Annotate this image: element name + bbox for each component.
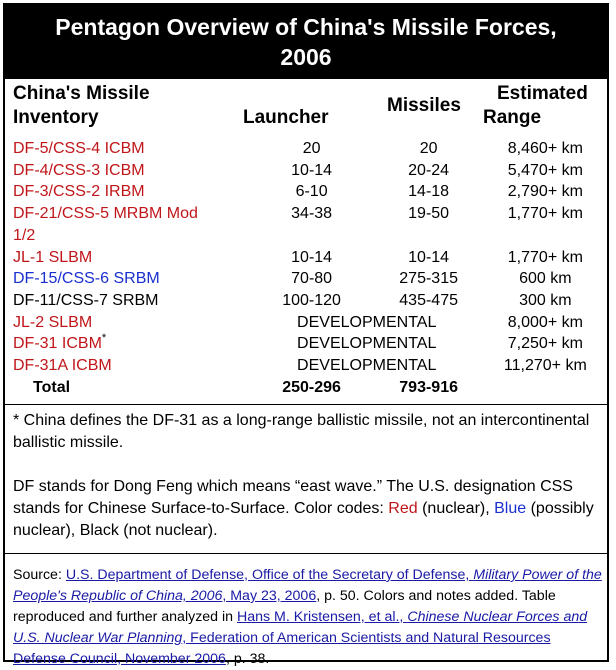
total-label: Total (33, 378, 71, 396)
row-missiles: 14-18 (408, 183, 450, 201)
row-missile-name: JL-2 SLBM (13, 313, 93, 331)
row-missiles: 10-14 (408, 248, 450, 266)
row-status: DEVELOPMENTAL (297, 357, 437, 375)
total-missiles: 793-916 (399, 378, 458, 396)
row-status: DEVELOPMENTAL (297, 335, 437, 353)
row-missiles: 20 (419, 140, 438, 157)
table-row (13, 333, 607, 355)
header-range (483, 82, 588, 130)
footnote-text: * China defines the DF-31 as a long-range ballistic missile, not an intercontinental ballistic missile. (13, 412, 590, 451)
divider (5, 404, 607, 405)
header-missiles: Missiles (387, 95, 461, 116)
row-range: 2,790+ km (507, 183, 583, 201)
row-missile-name: DF-15/CSS-6 SRBM (13, 270, 160, 288)
header-inventory (13, 82, 150, 130)
source-prefix: Source: (13, 567, 66, 583)
table-row (13, 355, 607, 377)
row-launcher: 100-120 (282, 291, 341, 309)
row-launcher: 34-38 (291, 205, 333, 223)
row-missile-name (13, 333, 250, 355)
row-launcher: 70-80 (291, 270, 333, 288)
divider (5, 553, 607, 554)
row-launcher: 6-10 (295, 183, 328, 201)
title-bar (5, 5, 607, 79)
row-range: 1,770+ km (507, 205, 583, 223)
row-missile-name-line2: 1/2 (13, 226, 36, 244)
legend-red: Red (388, 500, 418, 517)
overview-panel (3, 3, 609, 667)
row-status: DEVELOPMENTAL (297, 313, 437, 331)
source-citation (13, 565, 607, 670)
footnote-marker: * (101, 332, 107, 345)
table-row (13, 247, 607, 269)
source-link-fas[interactable]: Hans M. Kristensen, et al., Chinese Nuclear Forces and U.S. Nuclear War Planning, Federation of American Scientists and Natural Resources Defense Council, November 2006 (13, 609, 588, 667)
row-launcher: 10-14 (291, 161, 333, 179)
row-missile-name: DF-31A ICBM (13, 357, 112, 375)
row-missiles: 275-315 (399, 270, 458, 288)
row-missile-name: DF-11/CSS-7 SRBM (13, 291, 159, 309)
row-missile-name: DF-4/CSS-3 ICBM (13, 161, 145, 179)
explanation-body: DF stands for Dong Feng which means “east wave.” The U.S. designation CSS stands for Chinese Surface-to-Surface. Color codes: (13, 478, 573, 517)
row-missile-name (13, 203, 250, 246)
source-link-dod[interactable]: U.S. Department of Defense, Office of the Secretary of Defense, Military Power of the People's Republic of China, 2006, May 23, 2006 (13, 567, 602, 604)
row-missiles: 20-24 (408, 161, 450, 179)
header-inventory-line1: China's Missile (13, 83, 150, 104)
table-row (13, 203, 607, 246)
title-line-1: Pentagon Overview of China's Missile Forces, (55, 14, 557, 40)
legend-red-desc: (nuclear), (417, 500, 495, 517)
row-missile-name-line1: DF-21/CSS-5 MRBM Mod (13, 205, 198, 223)
row-range: 8,000+ km (507, 313, 583, 331)
row-missile-name: DF-5/CSS-4 ICBM (13, 140, 145, 157)
header-inventory-line2: Inventory (13, 107, 99, 128)
row-range: 300 km (519, 291, 572, 309)
legend-blue: Blue (494, 500, 527, 517)
table-row (13, 160, 607, 182)
total-launcher: 250-296 (282, 378, 341, 396)
row-range: 5,470+ km (507, 161, 583, 179)
table-row (13, 138, 607, 160)
row-range: 7,250+ km (507, 335, 583, 353)
header-range-line2: Range (483, 107, 542, 128)
row-missile-name-text: DF-31 ICBM (13, 335, 102, 353)
title-line-2: 2006 (280, 44, 332, 70)
table-row (13, 181, 607, 203)
table-row (13, 312, 607, 334)
header-launcher: Launcher (243, 107, 329, 128)
row-range: 8,460+ km (507, 140, 583, 157)
row-missile-name: JL-1 SLBM (13, 248, 93, 266)
row-range: 600 km (519, 270, 572, 288)
source-end-text: , p. 38. (225, 651, 270, 667)
row-launcher: 20 (302, 140, 321, 157)
row-missiles: 19-50 (408, 205, 450, 223)
total-row (13, 377, 607, 399)
table-row (13, 268, 607, 290)
row-missile-name: DF-3/CSS-2 IRBM (13, 183, 145, 201)
row-range: 11,270+ km (503, 357, 587, 375)
row-missiles: 435-475 (399, 291, 458, 309)
legend-blue-desc: (possibly nuclear), Black (not nuclear). (13, 500, 594, 539)
table-row (13, 290, 607, 312)
missile-inventory-table (13, 138, 607, 398)
source-mid-text: , p. 50. Colors and notes added. Table reproduced and further analyzed in (13, 588, 556, 625)
row-range: 1,770+ km (507, 248, 583, 266)
header-range-line1: Estimated (497, 83, 588, 104)
row-launcher: 10-14 (291, 248, 333, 266)
explanation-text (13, 476, 603, 542)
